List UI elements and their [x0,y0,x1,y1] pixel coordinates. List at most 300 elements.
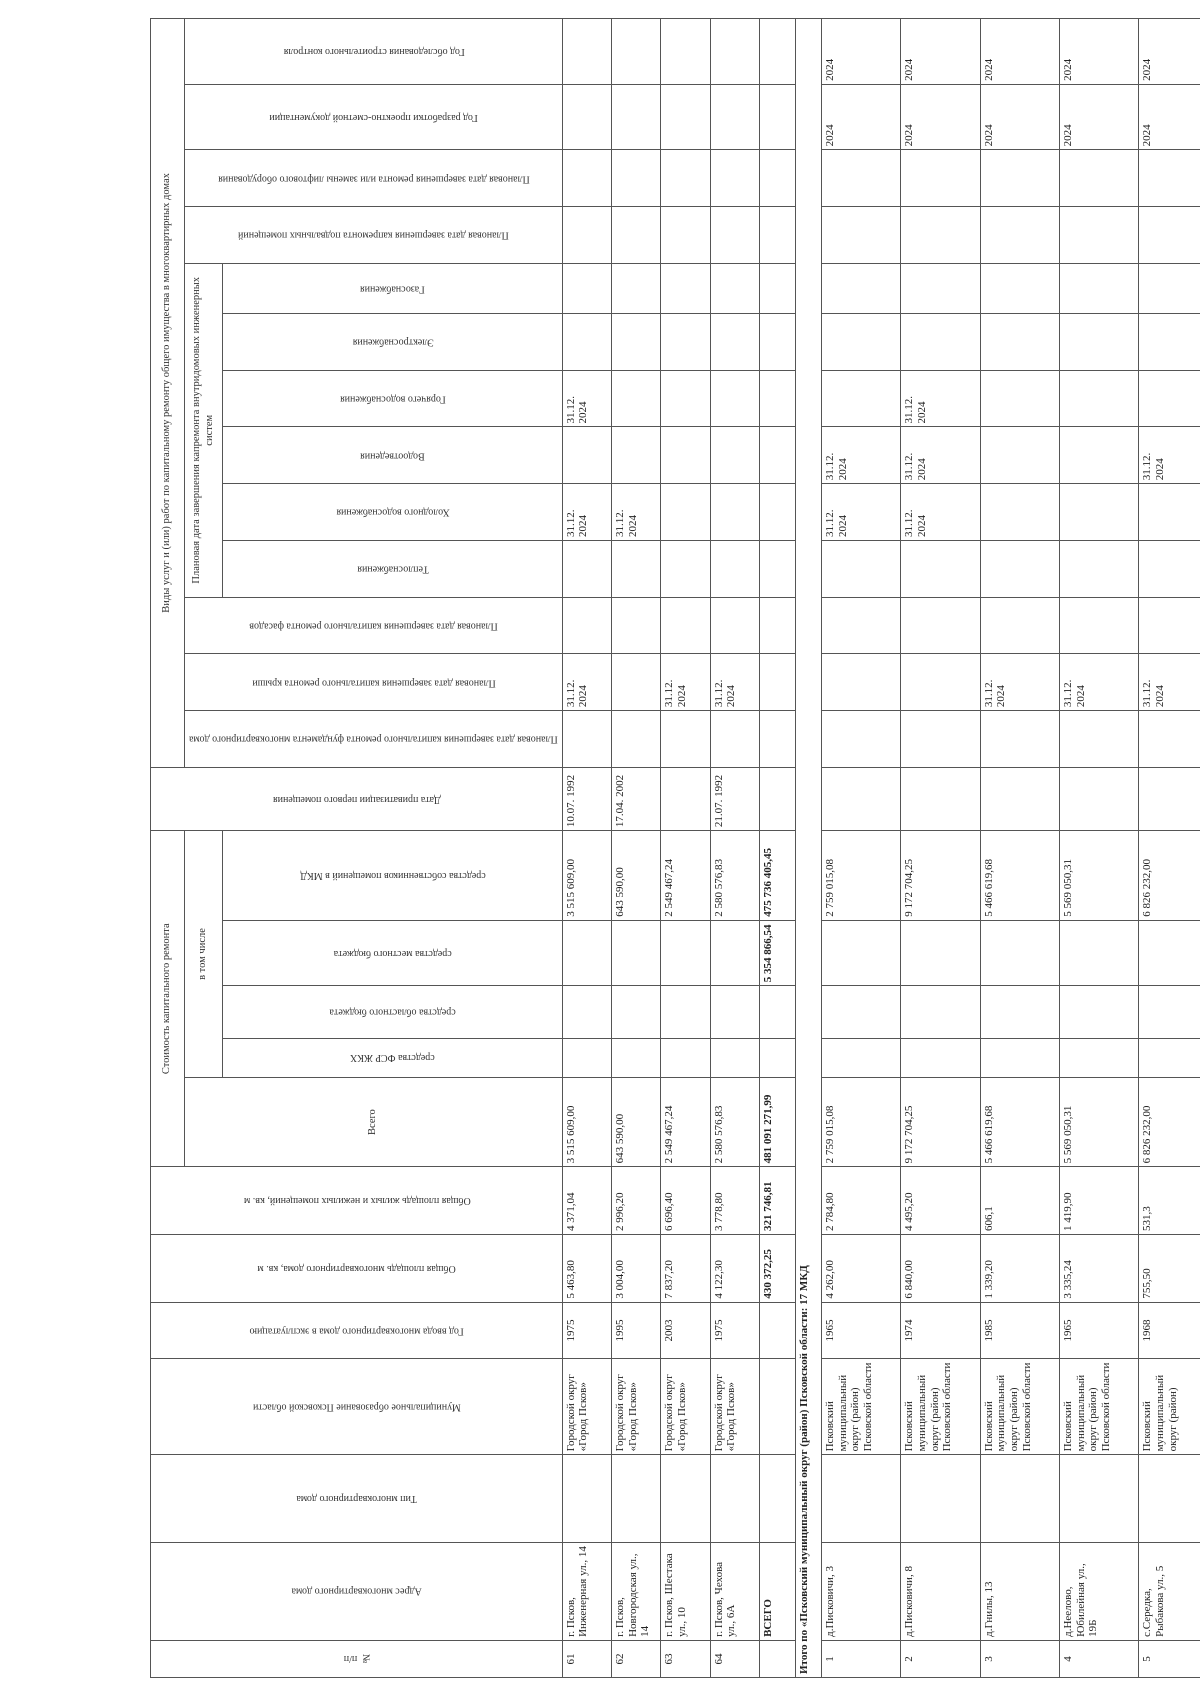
cell-regional [612,986,661,1038]
cell-gas [901,263,980,313]
cell-address: г. Псков, Инженерная ул., 14 [562,1542,611,1640]
cell-roof: 31.12. 2024 [1060,654,1139,711]
cell-basement [980,207,1059,264]
cell-cost-total: 5 569 050,31 [1060,1077,1139,1166]
cell-roof: 31.12. 2024 [661,654,710,711]
cell-hot-water [710,370,759,427]
cell-living-area: 3 778,80 [710,1167,759,1235]
cell-basement [1060,207,1139,264]
total-empty-cell [759,540,795,597]
cell-owners: 3 515 609,00 [562,831,611,921]
cell-owners: 9 172 704,25 [901,831,980,921]
cell-facade [1060,597,1139,654]
cell-regional [822,986,901,1038]
cell-privatization: 17.04. 2002 [612,767,661,830]
header-address: Адрес многоквартирного дома [151,1542,563,1640]
cell-hot-water [1139,370,1200,427]
capital-repair-table [150,18,1200,1678]
header-facade: Плановая дата завершения капитального ремонта фасадов [185,597,563,654]
cell-facade [980,597,1059,654]
cell-owners: 5 569 050,31 [1060,831,1139,921]
cell-municipality: Псковский муниципальный округ (район) Псковской области [980,1359,1059,1455]
header-cost-group: Стоимость капитального ремонта [151,831,185,1167]
cell-local [1060,920,1139,985]
cell-total-area: 4 262,00 [822,1234,901,1302]
total-empty-cell [759,597,795,654]
cell-cold-water [1139,484,1200,541]
total-empty-cell [759,370,795,427]
cell-fsr [710,1038,759,1077]
cell-municipality: Псковский муниципальный округ (район) Псковской области [1060,1359,1139,1455]
cell-address: г. Псков, Чехова ул., 6А [710,1542,759,1640]
total-empty-cell [759,986,795,1038]
total-empty-cell [759,711,795,768]
rotated-document-page [150,18,1179,1678]
cell-total-area: 3 335,24 [1060,1234,1139,1302]
cell-regional [1139,986,1200,1038]
cell-basement [562,207,611,264]
header-total-area: Общая площадь многоквартирного дома, кв. м [151,1234,563,1302]
cell-sewer [562,427,611,484]
total-living-area: 321 746,81 [759,1167,795,1235]
cell-cold-water [980,484,1059,541]
cell-foundation [661,711,710,768]
cell-living-area: 4 371,04 [562,1167,611,1235]
cell-sewer [980,427,1059,484]
cell-facade [612,597,661,654]
cell-design: 2024 [980,84,1059,149]
total-owners: 475 736 405,45 [759,831,795,921]
total-cost-total: 481 091 271,99 [759,1077,795,1166]
cell-basement [1139,207,1200,264]
cell-inspection: 2024 [1060,19,1139,85]
cell-cold-water [710,484,759,541]
header-power: Электроснабжения [223,314,563,371]
cell-roof: 31.12. 2024 [710,654,759,711]
cell-inspection: 2024 [1139,19,1200,85]
cell-total-area: 1 339,20 [980,1234,1059,1302]
header-cold-water: Холодного водоснабжения [223,484,563,541]
cell-cost-total: 5 466 619,68 [980,1077,1059,1166]
cell-inspection: 2024 [980,19,1059,85]
header-works-group: Виды услуг и (или) работ по капитальному ремонту общего имущества в многоквартирных домах [151,19,185,768]
cell-inspection [562,19,611,85]
cell-cold-water: 31.12. 2024 [901,484,980,541]
cell-cold-water: 31.12. 2024 [612,484,661,541]
cell-municipality: Городской округ «Город Псков» [661,1359,710,1455]
header-inspection-year: Год обследования строительного контроля [185,19,563,85]
cell-type [710,1455,759,1542]
table-row [661,19,710,1678]
cell-year: 1974 [901,1302,980,1359]
header-cost-total: Всего [185,1077,563,1166]
cell-local [1139,920,1200,985]
cell-basement [612,207,661,264]
cell-facade [901,597,980,654]
cell-cost-total: 2 759 015,08 [822,1077,901,1166]
cell-municipality: Городской округ «Город Псков» [612,1359,661,1455]
cell-roof [822,654,901,711]
cell-type [822,1455,901,1542]
cell-owners: 5 466 619,68 [980,831,1059,921]
cell-sewer: 31.12. 2024 [1139,427,1200,484]
cell-heating [822,540,901,597]
cell-year: 1975 [710,1302,759,1359]
header-roof: Плановая дата завершения капитального ремонта крыши [185,654,563,711]
total-empty-cell [759,19,795,85]
cell-elevator [1139,150,1200,207]
cell-address: д.Писковичи, 8 [901,1542,980,1640]
cell-total-area: 7 837,20 [661,1234,710,1302]
cell-year: 1965 [822,1302,901,1359]
cell-elevator [710,150,759,207]
cell-total-area: 5 463,80 [562,1234,611,1302]
header-design-year: Год разработки проектно-сметной документации [185,84,563,149]
header-heating: Теплоснабжения [223,540,563,597]
cell-owners: 2 549 467,24 [661,831,710,921]
cell-hot-water [980,370,1059,427]
cell-regional [901,986,980,1038]
cell-gas [661,263,710,313]
total-empty-cell [759,207,795,264]
cell-total-area: 755,50 [1139,1234,1200,1302]
cell-address: с.Середка, Рыбакова ул., 5 [1139,1542,1200,1640]
cell-fsr [612,1038,661,1077]
cell-inspection [661,19,710,85]
total-empty-cell [759,314,795,371]
cell-address: д.Гнилы, 13 [980,1542,1059,1640]
cell-elevator [901,150,980,207]
cell-cold-water [661,484,710,541]
cell-living-area: 4 495,20 [901,1167,980,1235]
cell-local [710,920,759,985]
cell-heating [661,540,710,597]
section-row [796,19,822,1678]
cell-fsr [822,1038,901,1077]
cell-roof: 31.12. 2024 [562,654,611,711]
header-cost-regional: средства областного бюджета [223,986,563,1038]
cell-heating [901,540,980,597]
cell-foundation [612,711,661,768]
cell-gas [980,263,1059,313]
cell-facade [562,597,611,654]
cell-inspection [612,19,661,85]
cell-local [901,920,980,985]
cell-gas [1060,263,1139,313]
cell-year: 1985 [980,1302,1059,1359]
header-elevator: Плановая дата завершения ремонта или замены лифтового оборудования [185,150,563,207]
header-privatization: Дата приватизации первого помещения [151,767,563,830]
cell-year: 1968 [1139,1302,1200,1359]
cell-living-area: 2 784,80 [822,1167,901,1235]
cell-design [612,84,661,149]
cell-type [901,1455,980,1542]
section-title: Итого по «Псковский муниципальный округ (район) Псковской области: 17 МКД [796,19,822,1678]
total-empty-cell [759,1455,795,1542]
cell-design: 2024 [1139,84,1200,149]
table-row [980,19,1059,1678]
cell-design: 2024 [901,84,980,149]
cell-address: д.Писковичи, 3 [822,1542,901,1640]
cell-facade [661,597,710,654]
cell-foundation [562,711,611,768]
cell-heating [1060,540,1139,597]
header-foundation: Плановая дата завершения капитального ремонта фундамента многоквартирного дома [185,711,563,768]
cell-elevator [562,150,611,207]
cell-fsr [1139,1038,1200,1077]
cell-roof [901,654,980,711]
cell-cold-water [1060,484,1139,541]
cell-design: 2024 [822,84,901,149]
cell-fsr [562,1038,611,1077]
cell-hot-water: 31.12. 2024 [901,370,980,427]
cell-type [661,1455,710,1542]
cell-hot-water [1060,370,1139,427]
cell-privatization [1060,767,1139,830]
cell-foundation [901,711,980,768]
header-cost-local: средства местного бюджета [223,920,563,985]
cell-living-area: 2 996,20 [612,1167,661,1235]
total-label: ВСЕГО [759,1542,795,1640]
cell-elevator [612,150,661,207]
cell-gas [710,263,759,313]
cell-owners: 2 759 015,08 [822,831,901,921]
total-total-area: 430 372,25 [759,1234,795,1302]
header-basement: Плановая дата завершения капремонта подвальных помещений [185,207,563,264]
cell-sewer: 31.12. 2024 [822,427,901,484]
cell-municipality: Псковский муниципальный округ (район) [1139,1359,1200,1455]
cell-gas [562,263,611,313]
header-gas: Газоснабжения [223,263,563,313]
cell-cold-water: 31.12. 2024 [562,484,611,541]
cell-local [661,920,710,985]
cell-power [980,314,1059,371]
cell-no: 64 [710,1640,759,1677]
cell-basement [901,207,980,264]
cell-owners: 6 826 232,00 [1139,831,1200,921]
cell-heating [980,540,1059,597]
cell-no: 62 [612,1640,661,1677]
cell-regional [562,986,611,1038]
cell-cost-total: 2 549 467,24 [661,1077,710,1166]
total-empty-cell [759,1640,795,1677]
cell-fsr [980,1038,1059,1077]
total-empty-cell [759,654,795,711]
cell-roof: 31.12. 2024 [1139,654,1200,711]
cell-fsr [901,1038,980,1077]
cell-heating [1139,540,1200,597]
total-row [759,19,795,1678]
cell-basement [661,207,710,264]
cell-cost-total: 6 826 232,00 [1139,1077,1200,1166]
cell-sewer: 31.12. 2024 [901,427,980,484]
cell-year: 1965 [1060,1302,1139,1359]
total-empty-cell [759,150,795,207]
header-hot-water: Горячего водоснабжения [223,370,563,427]
header-year-built: Год ввода многоквартирного дома в эксплуатацию [151,1302,563,1359]
cell-local [980,920,1059,985]
cell-living-area: 606,1 [980,1167,1059,1235]
cell-power [612,314,661,371]
cell-type [612,1455,661,1542]
cell-elevator [661,150,710,207]
header-living-area: Общая площадь жилых и нежилых помещений, кв. м [151,1167,563,1235]
header-sewer: Водоотведения [223,427,563,484]
cell-inspection [710,19,759,85]
cell-sewer [612,427,661,484]
table-row [901,19,980,1678]
cell-power [1139,314,1200,371]
cell-no: 5 [1139,1640,1200,1677]
cell-gas [612,263,661,313]
table-row [710,19,759,1678]
cell-power [1060,314,1139,371]
cell-local [562,920,611,985]
total-empty-cell [759,484,795,541]
cell-elevator [1060,150,1139,207]
cell-total-area: 3 004,00 [612,1234,661,1302]
cell-privatization [661,767,710,830]
cell-address: г. Псков, Новгородская ул., 14 [612,1542,661,1640]
table-row [612,19,661,1678]
cell-power [822,314,901,371]
cell-roof [612,654,661,711]
cell-living-area: 531,3 [1139,1167,1200,1235]
cell-sewer [1060,427,1139,484]
cell-design [661,84,710,149]
cell-foundation [822,711,901,768]
cell-local [822,920,901,985]
header-cost-owners: средства собственников помещений в МКД [223,831,563,921]
total-empty-cell [759,1038,795,1077]
cell-inspection: 2024 [901,19,980,85]
cell-owners: 643 590,00 [612,831,661,921]
cell-privatization [980,767,1059,830]
cell-privatization [1139,767,1200,830]
cell-owners: 2 580 576,83 [710,831,759,921]
cell-municipality: Псковский муниципальный округ (район) Псковской области [822,1359,901,1455]
cell-power [710,314,759,371]
total-empty-cell [759,263,795,313]
cell-fsr [661,1038,710,1077]
cell-privatization [822,767,901,830]
cell-regional [980,986,1059,1038]
header-type: Тип многоквартирного дома [151,1455,563,1542]
cell-basement [710,207,759,264]
cell-type [980,1455,1059,1542]
cell-year: 1995 [612,1302,661,1359]
cell-design: 2024 [1060,84,1139,149]
cell-roof: 31.12. 2024 [980,654,1059,711]
cell-living-area: 6 696,40 [661,1167,710,1235]
cell-year: 2003 [661,1302,710,1359]
cell-no: 1 [822,1640,901,1677]
cell-gas [822,263,901,313]
cell-cost-total: 3 515 609,00 [562,1077,611,1166]
cell-cold-water: 31.12. 2024 [822,484,901,541]
cell-power [661,314,710,371]
total-empty-cell [759,1302,795,1359]
cell-privatization: 10.07. 1992 [562,767,611,830]
total-empty-cell [759,427,795,484]
cell-address: д.Неелово, Юбилейная ул., 19Б [1060,1542,1139,1640]
cell-hot-water [612,370,661,427]
header-no: № п/п [151,1640,563,1677]
cell-privatization: 21.07. 1992 [710,767,759,830]
cell-gas [1139,263,1200,313]
table-row [1139,19,1200,1678]
cell-type [562,1455,611,1542]
cell-design [562,84,611,149]
cell-cost-total: 2 580 576,83 [710,1077,759,1166]
cell-fsr [1060,1038,1139,1077]
cell-year: 1975 [562,1302,611,1359]
cell-heating [562,540,611,597]
cell-sewer [661,427,710,484]
cell-municipality: Городской округ «Город Псков» [562,1359,611,1455]
cell-power [901,314,980,371]
cell-regional [661,986,710,1038]
table-row [562,19,611,1678]
total-local: 5 354 866,54 [759,920,795,985]
cell-no: 3 [980,1640,1059,1677]
cell-sewer [710,427,759,484]
cell-type [1060,1455,1139,1542]
cell-no: 4 [1060,1640,1139,1677]
header-cost-fsr: средства ФСР ЖКХ [223,1038,563,1077]
cell-address: г. Псков, Шестака ул., 10 [661,1542,710,1640]
cell-foundation [1060,711,1139,768]
cell-regional [710,986,759,1038]
cell-type [1139,1455,1200,1542]
cell-foundation [710,711,759,768]
cell-no: 63 [661,1640,710,1677]
cell-hot-water [661,370,710,427]
cell-facade [710,597,759,654]
header-municipality: Муниципальное образование Псковской области [151,1359,563,1455]
cell-foundation [1139,711,1200,768]
cell-heating [612,540,661,597]
cell-elevator [822,150,901,207]
cell-municipality: Городской округ «Город Псков» [710,1359,759,1455]
header-systems-group: Плановая дата завершения капремонта внутридомовых инженерных систем [185,263,223,597]
cell-elevator [980,150,1059,207]
cell-hot-water [822,370,901,427]
cell-no: 2 [901,1640,980,1677]
cell-design [710,84,759,149]
cell-facade [1139,597,1200,654]
cell-local [612,920,661,985]
total-empty-cell [759,84,795,149]
cell-facade [822,597,901,654]
cell-total-area: 4 122,30 [710,1234,759,1302]
cell-regional [1060,986,1139,1038]
cell-hot-water: 31.12. 2024 [562,370,611,427]
cell-power [562,314,611,371]
cell-no: 61 [562,1640,611,1677]
cell-living-area: 1 419,90 [1060,1167,1139,1235]
cell-privatization [901,767,980,830]
cell-cost-total: 9 172 704,25 [901,1077,980,1166]
cell-inspection: 2024 [822,19,901,85]
table-row [822,19,901,1678]
table-row [1060,19,1139,1678]
cell-heating [710,540,759,597]
cell-basement [822,207,901,264]
cell-foundation [980,711,1059,768]
total-empty-cell [759,767,795,830]
cell-municipality: Псковский муниципальный округ (район) Псковской области [901,1359,980,1455]
